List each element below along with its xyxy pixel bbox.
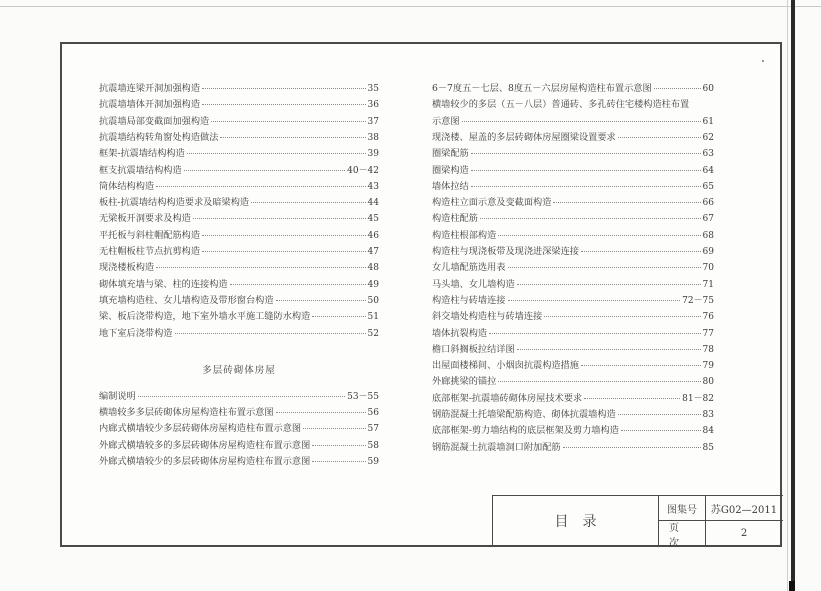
dot-leader	[138, 396, 345, 397]
title-block	[492, 495, 783, 549]
dot-leader	[230, 284, 366, 285]
toc-entry-page: 69	[702, 247, 714, 257]
atlas-number-value: 苏G02—2011	[710, 504, 778, 516]
dot-leader	[563, 447, 701, 448]
dot-leader	[312, 461, 365, 462]
title-block-name: 目录	[493, 496, 659, 546]
toc-entry-title: 外廊挑梁的锚拉	[432, 376, 497, 388]
toc-entry-page: 72－75	[682, 295, 714, 306]
toc-entry-title: 板柱-抗震墙结构构造要求及暗梁构造	[99, 197, 250, 209]
dot-leader	[220, 137, 365, 138]
toc-entry-title: 横墙较少的多层（五－八层）普通砖、多孔砖住宅楼构造柱布置	[432, 99, 690, 111]
toc-entry-title: 现浇楼、屋盖的多层砖砌体房屋圈梁设置要求	[432, 131, 616, 143]
toc-entry-title: 筒体结构构造	[99, 180, 155, 192]
toc-entry-page: 58	[367, 440, 379, 451]
dot-leader	[276, 300, 366, 301]
toc-entry-title: 砌体填充墙与梁、柱的连接构造	[99, 278, 228, 290]
toc-entry-page: 68	[702, 230, 714, 241]
toc-entry-page: 52	[367, 328, 379, 339]
toc-entry-page: 45	[367, 214, 379, 225]
toc-entry-page: 36	[367, 100, 379, 111]
toc-entry-title: 6－7度五－七层、8度五－六层房屋构造柱布置示意图	[432, 83, 652, 94]
dot-leader	[508, 267, 701, 268]
dot-leader	[462, 121, 701, 122]
toc-entry-title: 底部框架-抗震墙砖砌体房屋技术要求	[432, 392, 583, 404]
toc-entry	[99, 178, 379, 194]
toc-entry-page: 61	[702, 116, 714, 127]
drawing-frame	[60, 42, 782, 547]
toc-entry	[432, 308, 714, 324]
toc-entry-page: 63	[702, 149, 714, 160]
dot-leader	[202, 88, 365, 89]
dot-leader	[251, 202, 365, 203]
toc-entry-title: 抗震墙结构转角窗处构造做法	[99, 131, 219, 143]
toc-entry-page: 60	[702, 84, 714, 94]
toc-entry-page: 76	[702, 312, 714, 323]
toc-entry	[432, 210, 714, 226]
toc-entry	[99, 227, 379, 243]
toc-entry	[432, 178, 714, 194]
toc-entry-page: 56	[367, 408, 379, 419]
toc-entry-page: 43	[367, 181, 379, 192]
dot-leader	[202, 251, 365, 252]
toc-entry	[432, 129, 714, 145]
toc-entry-page: 53－55	[347, 391, 379, 402]
toc-entry-page: 48	[367, 263, 379, 274]
dot-leader	[517, 349, 701, 350]
toc-entry	[432, 422, 714, 438]
toc-entry-title: 墙体抗裂构造	[432, 327, 488, 339]
toc-entry	[99, 80, 379, 96]
dot-leader	[621, 430, 701, 431]
toc-entry-title: 斜交墙处构造柱与砖墙连接	[432, 311, 543, 323]
dot-leader	[202, 104, 365, 105]
toc-entry-title: 马头墙、女儿墙构造	[432, 278, 515, 290]
toc-entry-title: 钢筋混凝土抗震墙洞口附加配筋	[432, 441, 561, 453]
toc-entry-title: 底部框架-剪力墙结构的底层框架及剪力墙构造	[432, 425, 619, 437]
toc-entry	[432, 227, 714, 243]
toc-entry-title: 抗震墙墙体开洞加强构造	[99, 99, 201, 111]
corner-mark	[789, 581, 795, 591]
toc-entry	[432, 357, 714, 373]
toc-entry-title: 示意图	[432, 115, 460, 127]
toc-entry	[432, 162, 714, 178]
toc-entry-page: 59	[367, 457, 379, 467]
toc-entry-title: 女儿墙配筋选用表	[432, 262, 506, 274]
toc-entry	[432, 113, 714, 129]
toc-entry-title: 构造柱根部构造	[432, 229, 497, 241]
dot-leader	[471, 170, 701, 171]
toc-entry	[432, 259, 714, 275]
toc-entry-page: 70	[702, 263, 714, 274]
dot-leader	[312, 316, 365, 317]
toc-entry-page: 37	[367, 116, 379, 127]
dot-leader	[544, 316, 700, 317]
toc-entry-page: 38	[367, 132, 379, 143]
dot-leader	[175, 333, 366, 334]
dot-leader	[156, 186, 365, 187]
dot-leader	[581, 251, 701, 252]
toc-entry	[432, 243, 714, 259]
toc-entry-title: 钢筋混凝土托墙梁配筋构造、砌体抗震墙构造	[432, 409, 616, 420]
toc-entry	[99, 145, 379, 161]
toc-entry-page: 80	[702, 377, 714, 388]
toc-entry-title: 圈梁配筋	[432, 148, 469, 160]
dot-leader	[498, 381, 700, 382]
dot-leader	[498, 235, 700, 236]
dot-leader	[553, 202, 700, 203]
toc-entry-title: 梁、板后浇带构造，地下室外墙水平施工缝防水构造	[99, 311, 311, 323]
toc-entry	[99, 437, 379, 453]
toc-entry	[99, 292, 379, 308]
toc-entry	[432, 276, 714, 292]
toc-entry	[432, 373, 714, 389]
dot-leader	[517, 284, 701, 285]
toc-entry-title: 墙体拉结	[432, 180, 469, 192]
toc-entry	[432, 96, 714, 112]
dot-leader	[156, 267, 365, 268]
toc-entry-page: 51	[367, 312, 379, 323]
dot-leader	[303, 428, 365, 429]
toc-entry	[432, 390, 714, 406]
toc-entry-page: 66	[702, 198, 714, 209]
page-top-rule	[0, 6, 821, 7]
toc-entry	[432, 80, 714, 96]
toc-entry-title: 抗震墙局部变截面加强构造	[99, 115, 210, 127]
toc-entry-title: 横墙较多多层砖砌体房屋构造柱布置示意图	[99, 407, 274, 419]
toc-entry	[99, 243, 379, 259]
toc-entry-title: 抗震墙连梁开洞加强构造	[99, 83, 201, 94]
toc-entry-page: 77	[702, 328, 714, 339]
toc-entry-title: 檐口斜搁板拉结详图	[432, 343, 515, 355]
dot-leader	[211, 121, 365, 122]
toc-entry	[99, 113, 379, 129]
toc-entry-page: 83	[702, 410, 714, 420]
toc-entry-page: 46	[367, 230, 379, 241]
toc-entry	[432, 406, 714, 422]
dot-leader	[584, 398, 680, 399]
dot-leader	[618, 137, 701, 138]
page-right-edge	[791, 0, 795, 591]
toc-entry-page: 64	[702, 165, 714, 176]
toc-entry	[99, 453, 379, 469]
toc-entry	[99, 129, 379, 145]
toc-entry-page: 47	[367, 247, 379, 257]
toc-entry-page: 62	[702, 132, 714, 143]
toc-entry-page: 67	[702, 214, 714, 225]
dot-leader	[618, 414, 701, 415]
toc-entry-title: 构造柱与现浇板带及现浇进深梁连接	[432, 246, 579, 257]
toc-entry-title: 地下室后浇带构造	[99, 327, 173, 339]
dot-leader	[489, 333, 700, 334]
toc-entry	[99, 259, 379, 275]
toc-entry-page: 84	[702, 426, 714, 437]
toc-entry-page: 39	[367, 149, 379, 160]
toc-entry	[432, 194, 714, 210]
toc-entry	[432, 341, 714, 357]
toc-entry-title: 填充墙构造柱、女儿墙构造及带形窗台构造	[99, 294, 274, 306]
dot-leader	[187, 153, 366, 154]
toc-entry-title: 圈梁构造	[432, 164, 469, 176]
toc-entry	[99, 162, 379, 178]
dot-leader	[193, 218, 366, 219]
toc-entry	[99, 194, 379, 210]
toc-entry-page: 35	[367, 84, 379, 94]
dot-leader	[312, 445, 365, 446]
toc-entry	[432, 292, 714, 308]
toc-entry	[99, 210, 379, 226]
dot-leader	[471, 186, 701, 187]
toc-entry-page: 65	[702, 181, 714, 192]
toc-entry-title: 框架-抗震墙结构构造	[99, 148, 185, 160]
toc-entry-title: 构造柱立面示意及变截面构造	[432, 197, 552, 209]
dot-leader	[654, 88, 701, 89]
toc-entry-page: 79	[702, 361, 714, 372]
dot-leader	[471, 153, 701, 154]
atlas-number-label: 图集号	[667, 504, 697, 516]
toc-entry-title: 编制说明	[99, 390, 136, 402]
binding-line	[787, 0, 788, 591]
toc-entry	[99, 404, 379, 420]
toc-entry-title: 外廊式横墙较少的多层砖砌体房屋构造柱布置示意图	[99, 456, 311, 467]
page-number-label: 页次	[669, 522, 689, 549]
dot-leader	[508, 300, 681, 301]
toc-entry-title: 构造柱配筋	[432, 213, 478, 225]
toc-entry-title: 无柱帽板柱节点抗剪构造	[99, 246, 201, 257]
toc-entry-page: 81－82	[682, 393, 714, 404]
toc-entry	[99, 96, 379, 112]
toc-entry-page: 49	[367, 279, 379, 290]
page-number-value: 2	[740, 528, 748, 539]
dot-mark	[762, 60, 764, 62]
dot-leader	[202, 235, 365, 236]
dot-leader	[581, 365, 701, 366]
toc-entry	[99, 325, 379, 341]
section-heading: 多层砖砌体房屋	[202, 364, 276, 376]
toc-entry-page: 78	[702, 344, 714, 355]
toc-entry-title: 无梁板开洞要求及构造	[99, 213, 191, 225]
dot-leader	[184, 170, 345, 171]
toc-entry-title: 框支抗震墙结构构造	[99, 164, 182, 176]
dot-leader	[480, 218, 701, 219]
toc-entry-title: 现浇楼板构造	[99, 262, 155, 274]
toc-entry-page: 85	[702, 442, 714, 453]
toc-entry-page: 57	[367, 424, 379, 435]
toc-entry	[432, 439, 714, 455]
toc-entry-title: 平托板与斜柱帽配筋构造	[99, 229, 201, 241]
toc-entry-page: 40－42	[347, 165, 379, 176]
toc-entry-title: 构造柱与砖墙连接	[432, 294, 506, 306]
toc-entry	[99, 276, 379, 292]
toc-entry-title: 内廊式横墙较少多层砖砌体房屋构造柱布置示意图	[99, 423, 302, 435]
toc-entry	[432, 145, 714, 161]
toc-entry-page: 50	[367, 295, 379, 306]
toc-entry-title: 出屋面楼梯间、小烟囱抗震构造措施	[432, 360, 579, 372]
toc-entry	[99, 388, 379, 404]
dot-leader	[276, 412, 366, 413]
toc-entry-title: 外廊式横墙较多的多层砖砌体房屋构造柱布置示意图	[99, 439, 311, 451]
toc-entry	[432, 325, 714, 341]
toc-entry	[99, 308, 379, 324]
toc-entry-page: 44	[367, 198, 379, 209]
toc-entry-page: 71	[702, 279, 714, 290]
toc-entry	[99, 420, 379, 436]
